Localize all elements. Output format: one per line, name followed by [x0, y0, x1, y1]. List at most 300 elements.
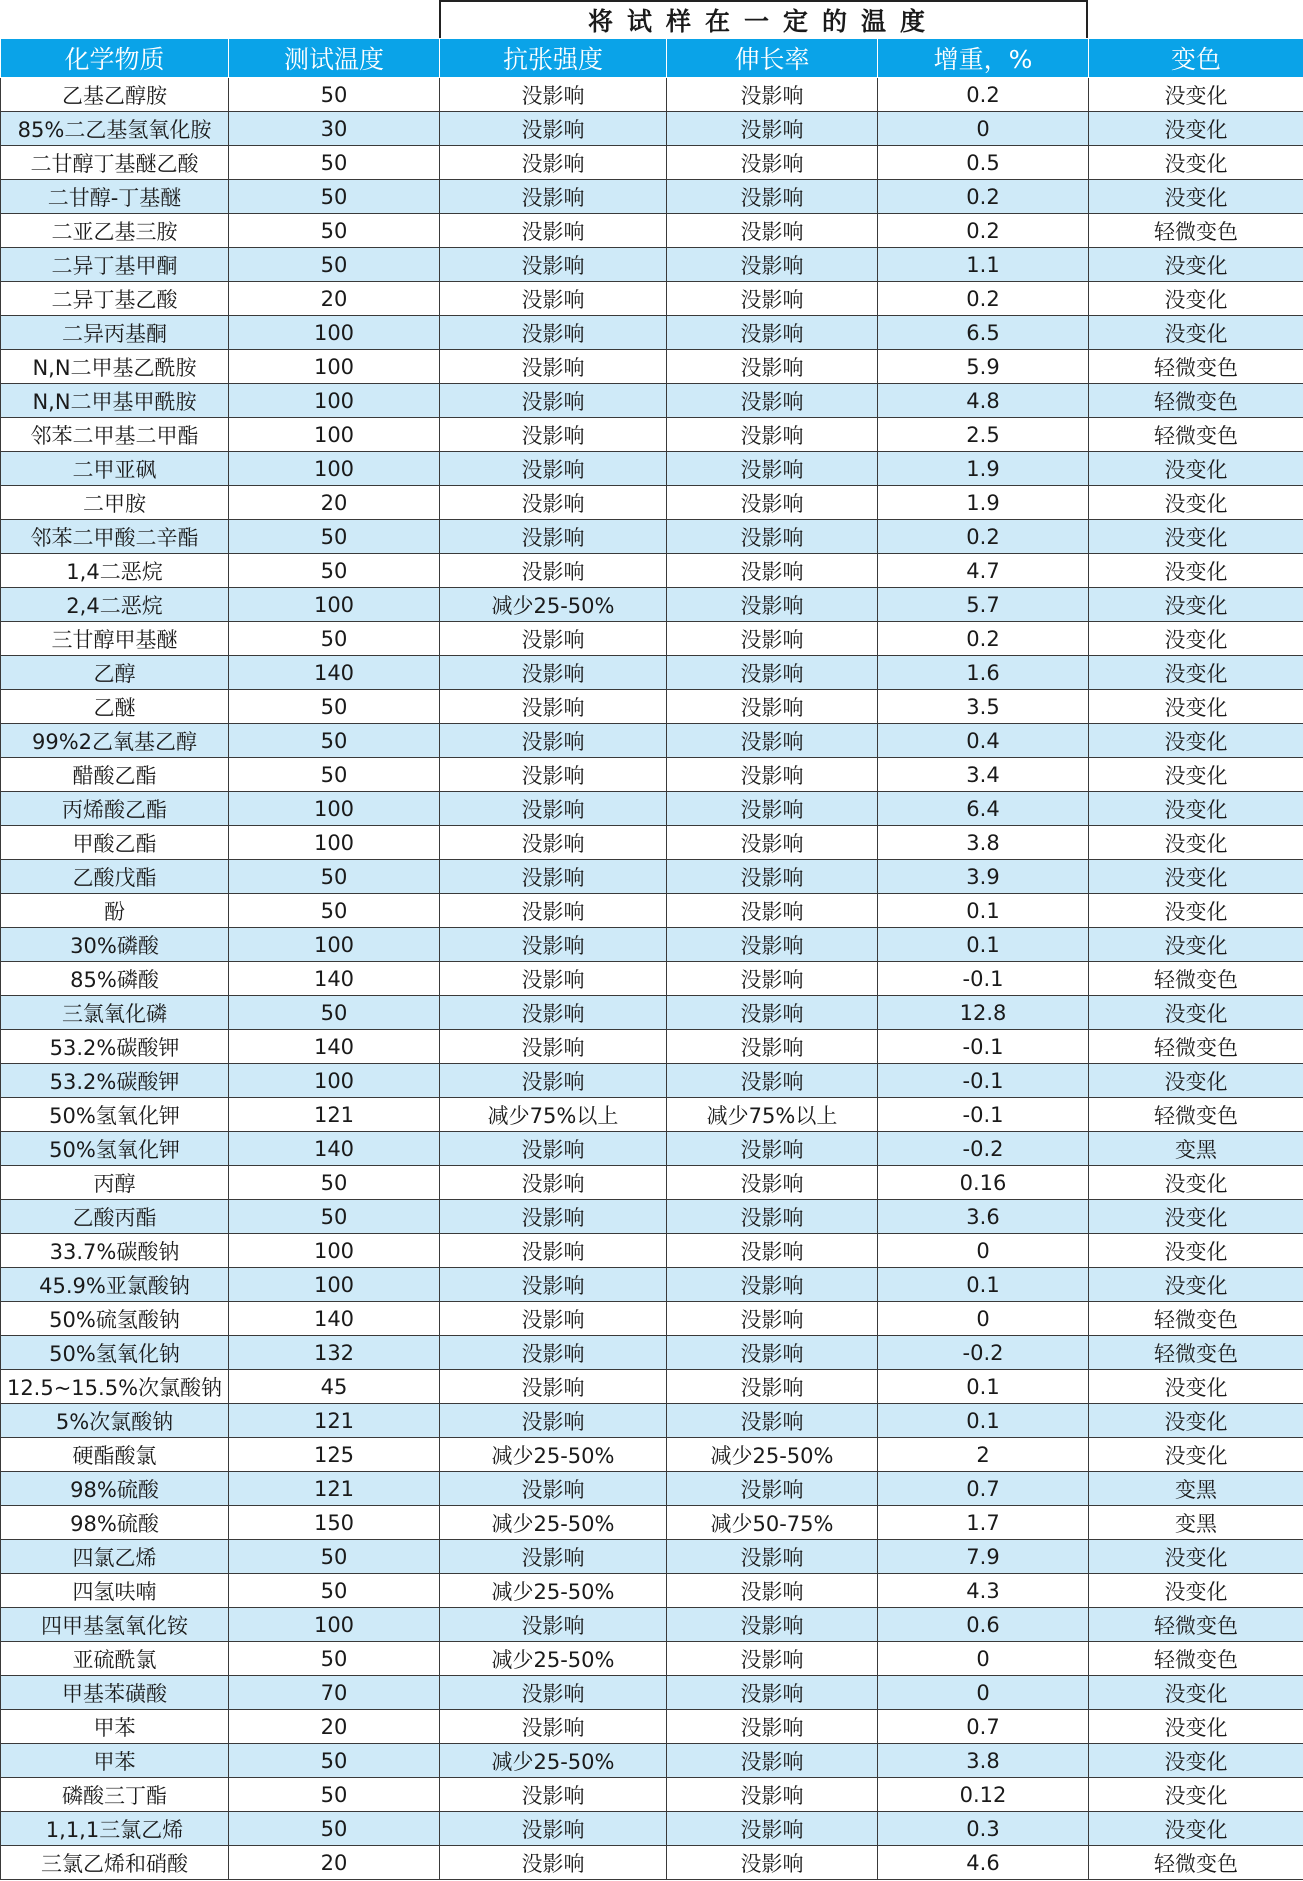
- header-chemical: 化学物质: [1, 39, 229, 78]
- cell-test-temperature: 121: [229, 1098, 440, 1132]
- table-row: [1, 452, 1303, 486]
- cell-discoloration: 轻微变色: [1089, 962, 1303, 996]
- cell-elongation: 减少25-50%: [667, 1438, 878, 1472]
- cell-chemical: 30%磷酸: [1, 928, 229, 962]
- cell-weight-gain: 0.5: [878, 146, 1089, 180]
- cell-chemical: N,N二甲基甲酰胺: [1, 384, 229, 418]
- cell-weight-gain: 3.9: [878, 860, 1089, 894]
- cell-weight-gain: 0.2: [878, 622, 1089, 656]
- cell-tensile-strength: 没影响: [440, 520, 667, 554]
- cell-tensile-strength: 没影响: [440, 180, 667, 214]
- header-elongation: 伸长率: [667, 39, 878, 78]
- table-row: [1, 962, 1303, 996]
- cell-weight-gain: 4.3: [878, 1574, 1089, 1608]
- cell-chemical: 邻苯二甲基二甲酯: [1, 418, 229, 452]
- cell-test-temperature: 121: [229, 1472, 440, 1506]
- table-row: [1, 1200, 1303, 1234]
- cell-weight-gain: -0.1: [878, 1064, 1089, 1098]
- cell-weight-gain: 2: [878, 1438, 1089, 1472]
- cell-discoloration: 没变化: [1089, 928, 1303, 962]
- cell-discoloration: 没变化: [1089, 1778, 1303, 1812]
- cell-tensile-strength: 减少25-50%: [440, 1744, 667, 1778]
- cell-tensile-strength: 没影响: [440, 724, 667, 758]
- cell-elongation: 没影响: [667, 826, 878, 860]
- cell-test-temperature: 50: [229, 622, 440, 656]
- cell-tensile-strength: 没影响: [440, 452, 667, 486]
- cell-weight-gain: 0.1: [878, 894, 1089, 928]
- cell-test-temperature: 100: [229, 350, 440, 384]
- cell-tensile-strength: 没影响: [440, 690, 667, 724]
- cell-test-temperature: 100: [229, 1608, 440, 1642]
- cell-test-temperature: 100: [229, 792, 440, 826]
- cell-test-temperature: 70: [229, 1676, 440, 1710]
- cell-chemical: 1,4二恶烷: [1, 554, 229, 588]
- table-row: [1, 656, 1303, 690]
- cell-tensile-strength: 没影响: [440, 248, 667, 282]
- table-row: [1, 894, 1303, 928]
- cell-weight-gain: 0: [878, 112, 1089, 146]
- cell-test-temperature: 50: [229, 690, 440, 724]
- table-title: 将试样在一定的温度: [439, 0, 1088, 38]
- cell-discoloration: 轻微变色: [1089, 1642, 1303, 1676]
- cell-chemical: 甲苯: [1, 1744, 229, 1778]
- cell-discoloration: 没变化: [1089, 996, 1303, 1030]
- cell-tensile-strength: 没影响: [440, 78, 667, 112]
- table-row: [1, 860, 1303, 894]
- cell-tensile-strength: 没影响: [440, 1404, 667, 1438]
- cell-chemical: 邻苯二甲酸二辛酯: [1, 520, 229, 554]
- cell-test-temperature: 50: [229, 724, 440, 758]
- cell-elongation: 没影响: [667, 1166, 878, 1200]
- cell-test-temperature: 140: [229, 1030, 440, 1064]
- cell-chemical: 乙醚: [1, 690, 229, 724]
- cell-weight-gain: 12.8: [878, 996, 1089, 1030]
- cell-chemical: 二异丁基甲酮: [1, 248, 229, 282]
- cell-elongation: 没影响: [667, 1200, 878, 1234]
- table-row: [1, 1676, 1303, 1710]
- cell-chemical: 45.9%亚氯酸钠: [1, 1268, 229, 1302]
- cell-chemical: 三氯乙烯和硝酸: [1, 1846, 229, 1880]
- cell-discoloration: 没变化: [1089, 78, 1303, 112]
- cell-weight-gain: -0.1: [878, 1030, 1089, 1064]
- cell-chemical: 85%二乙基氢氧化胺: [1, 112, 229, 146]
- cell-tensile-strength: 没影响: [440, 826, 667, 860]
- cell-elongation: 没影响: [667, 1404, 878, 1438]
- cell-discoloration: 没变化: [1089, 792, 1303, 826]
- cell-chemical: 甲酸乙酯: [1, 826, 229, 860]
- cell-elongation: 没影响: [667, 1676, 878, 1710]
- cell-tensile-strength: 减少25-50%: [440, 1438, 667, 1472]
- table-row: [1, 1132, 1303, 1166]
- cell-test-temperature: 50: [229, 1642, 440, 1676]
- cell-test-temperature: 50: [229, 1200, 440, 1234]
- cell-tensile-strength: 没影响: [440, 622, 667, 656]
- cell-chemical: 二亚乙基三胺: [1, 214, 229, 248]
- table-row: [1, 384, 1303, 418]
- cell-discoloration: 没变化: [1089, 724, 1303, 758]
- cell-tensile-strength: 没影响: [440, 656, 667, 690]
- cell-weight-gain: -0.1: [878, 1098, 1089, 1132]
- cell-test-temperature: 50: [229, 894, 440, 928]
- cell-discoloration: 轻微变色: [1089, 1336, 1303, 1370]
- cell-test-temperature: 50: [229, 1540, 440, 1574]
- header-discoloration: 变色: [1089, 39, 1303, 78]
- cell-test-temperature: 30: [229, 112, 440, 146]
- cell-chemical: 三氯氧化磷: [1, 996, 229, 1030]
- cell-test-temperature: 50: [229, 248, 440, 282]
- cell-elongation: 没影响: [667, 1574, 878, 1608]
- cell-elongation: 没影响: [667, 486, 878, 520]
- cell-weight-gain: 7.9: [878, 1540, 1089, 1574]
- cell-test-temperature: 140: [229, 1302, 440, 1336]
- cell-elongation: 没影响: [667, 1710, 878, 1744]
- table-row: [1, 1710, 1303, 1744]
- table-row: [1, 350, 1303, 384]
- cell-weight-gain: 0.2: [878, 78, 1089, 112]
- cell-discoloration: 轻微变色: [1089, 1846, 1303, 1880]
- cell-chemical: 二异丙基酮: [1, 316, 229, 350]
- table-row: [1, 1438, 1303, 1472]
- table-row: [1, 1336, 1303, 1370]
- cell-weight-gain: 1.9: [878, 452, 1089, 486]
- cell-chemical: 四甲基氢氧化铵: [1, 1608, 229, 1642]
- cell-elongation: 没影响: [667, 554, 878, 588]
- cell-tensile-strength: 没影响: [440, 350, 667, 384]
- table-body: [1, 78, 1303, 1880]
- cell-chemical: 醋酸乙酯: [1, 758, 229, 792]
- cell-discoloration: 没变化: [1089, 282, 1303, 316]
- cell-test-temperature: 121: [229, 1404, 440, 1438]
- table-row: [1, 146, 1303, 180]
- cell-discoloration: 没变化: [1089, 1404, 1303, 1438]
- table-row: [1, 1404, 1303, 1438]
- cell-elongation: 没影响: [667, 418, 878, 452]
- cell-chemical: 乙醇: [1, 656, 229, 690]
- cell-weight-gain: 0.2: [878, 520, 1089, 554]
- cell-tensile-strength: 没影响: [440, 146, 667, 180]
- cell-weight-gain: 4.8: [878, 384, 1089, 418]
- cell-tensile-strength: 没影响: [440, 1676, 667, 1710]
- cell-weight-gain: 0.1: [878, 1404, 1089, 1438]
- cell-tensile-strength: 减少25-50%: [440, 1642, 667, 1676]
- cell-weight-gain: 0.12: [878, 1778, 1089, 1812]
- cell-test-temperature: 50: [229, 758, 440, 792]
- cell-test-temperature: 100: [229, 452, 440, 486]
- cell-weight-gain: 0: [878, 1302, 1089, 1336]
- table-row: [1, 1744, 1303, 1778]
- cell-weight-gain: 0.3: [878, 1812, 1089, 1846]
- cell-chemical: 甲基苯磺酸: [1, 1676, 229, 1710]
- cell-tensile-strength: 没影响: [440, 962, 667, 996]
- table-row: [1, 724, 1303, 758]
- cell-tensile-strength: 没影响: [440, 860, 667, 894]
- cell-tensile-strength: 没影响: [440, 1608, 667, 1642]
- table-row: [1, 792, 1303, 826]
- cell-weight-gain: 3.5: [878, 690, 1089, 724]
- cell-tensile-strength: 没影响: [440, 1132, 667, 1166]
- table-header: [1, 39, 1303, 78]
- cell-weight-gain: 0.4: [878, 724, 1089, 758]
- cell-chemical: 99%2乙氧基乙醇: [1, 724, 229, 758]
- cell-test-temperature: 50: [229, 520, 440, 554]
- header-row: [1, 39, 1303, 78]
- cell-discoloration: 没变化: [1089, 554, 1303, 588]
- cell-tensile-strength: 没影响: [440, 1778, 667, 1812]
- cell-chemical: 二甲胺: [1, 486, 229, 520]
- cell-discoloration: 没变化: [1089, 894, 1303, 928]
- chemical-resistance-table-wrapper: [0, 38, 1303, 1880]
- cell-elongation: 减少50-75%: [667, 1506, 878, 1540]
- cell-test-temperature: 100: [229, 588, 440, 622]
- cell-weight-gain: 1.6: [878, 656, 1089, 690]
- cell-elongation: 没影响: [667, 384, 878, 418]
- cell-discoloration: 没变化: [1089, 1574, 1303, 1608]
- cell-test-temperature: 20: [229, 282, 440, 316]
- table-row: [1, 1642, 1303, 1676]
- cell-elongation: 没影响: [667, 282, 878, 316]
- cell-chemical: 85%磷酸: [1, 962, 229, 996]
- cell-chemical: 二甘醇丁基醚乙酸: [1, 146, 229, 180]
- cell-weight-gain: 0.16: [878, 1166, 1089, 1200]
- table-row: [1, 214, 1303, 248]
- cell-tensile-strength: 没影响: [440, 1166, 667, 1200]
- cell-test-temperature: 50: [229, 1574, 440, 1608]
- cell-weight-gain: 0.7: [878, 1472, 1089, 1506]
- cell-discoloration: 没变化: [1089, 656, 1303, 690]
- cell-chemical: 乙基乙醇胺: [1, 78, 229, 112]
- cell-tensile-strength: 没影响: [440, 758, 667, 792]
- cell-discoloration: 没变化: [1089, 1744, 1303, 1778]
- cell-test-temperature: 20: [229, 1846, 440, 1880]
- cell-discoloration: 轻微变色: [1089, 1608, 1303, 1642]
- cell-elongation: 没影响: [667, 1642, 878, 1676]
- cell-chemical: N,N二甲基乙酰胺: [1, 350, 229, 384]
- cell-elongation: 没影响: [667, 112, 878, 146]
- table-row: [1, 1472, 1303, 1506]
- cell-elongation: 没影响: [667, 724, 878, 758]
- cell-chemical: 二甲亚砜: [1, 452, 229, 486]
- cell-chemical: 50%氢氧化钾: [1, 1098, 229, 1132]
- cell-tensile-strength: 没影响: [440, 1472, 667, 1506]
- cell-tensile-strength: 没影响: [440, 1302, 667, 1336]
- table-row: [1, 1302, 1303, 1336]
- table-row: [1, 588, 1303, 622]
- cell-tensile-strength: 没影响: [440, 894, 667, 928]
- cell-weight-gain: 0: [878, 1234, 1089, 1268]
- cell-elongation: 没影响: [667, 520, 878, 554]
- table-row: [1, 418, 1303, 452]
- cell-discoloration: 没变化: [1089, 1064, 1303, 1098]
- cell-weight-gain: 3.6: [878, 1200, 1089, 1234]
- cell-tensile-strength: 没影响: [440, 792, 667, 826]
- cell-tensile-strength: 没影响: [440, 928, 667, 962]
- cell-tensile-strength: 没影响: [440, 1234, 667, 1268]
- table-row: [1, 554, 1303, 588]
- cell-elongation: 没影响: [667, 1336, 878, 1370]
- cell-elongation: 没影响: [667, 1030, 878, 1064]
- cell-weight-gain: 0.6: [878, 1608, 1089, 1642]
- cell-elongation: 没影响: [667, 1608, 878, 1642]
- cell-chemical: 53.2%碳酸钾: [1, 1030, 229, 1064]
- cell-chemical: 50%硫氢酸钠: [1, 1302, 229, 1336]
- chemical-resistance-table: [0, 38, 1303, 1880]
- cell-elongation: 没影响: [667, 1268, 878, 1302]
- cell-tensile-strength: 没影响: [440, 384, 667, 418]
- table-row: [1, 520, 1303, 554]
- table-row: [1, 758, 1303, 792]
- cell-chemical: 甲苯: [1, 1710, 229, 1744]
- cell-weight-gain: 0.2: [878, 180, 1089, 214]
- cell-tensile-strength: 没影响: [440, 282, 667, 316]
- cell-test-temperature: 50: [229, 78, 440, 112]
- cell-chemical: 1,1,1三氯乙烯: [1, 1812, 229, 1846]
- header-weight-gain: 增重，%: [878, 39, 1089, 78]
- cell-weight-gain: 3.4: [878, 758, 1089, 792]
- cell-elongation: 没影响: [667, 1370, 878, 1404]
- cell-discoloration: 没变化: [1089, 1166, 1303, 1200]
- cell-discoloration: 没变化: [1089, 690, 1303, 724]
- table-row: [1, 1268, 1303, 1302]
- cell-test-temperature: 50: [229, 996, 440, 1030]
- cell-elongation: 没影响: [667, 1744, 878, 1778]
- cell-weight-gain: 1.1: [878, 248, 1089, 282]
- cell-chemical: 硬酯酸氯: [1, 1438, 229, 1472]
- cell-test-temperature: 50: [229, 214, 440, 248]
- cell-test-temperature: 50: [229, 1744, 440, 1778]
- cell-chemical: 53.2%碳酸钾: [1, 1064, 229, 1098]
- cell-weight-gain: 0.1: [878, 1370, 1089, 1404]
- cell-elongation: 没影响: [667, 248, 878, 282]
- cell-test-temperature: 150: [229, 1506, 440, 1540]
- cell-elongation: 没影响: [667, 1472, 878, 1506]
- cell-tensile-strength: 没影响: [440, 112, 667, 146]
- cell-elongation: 没影响: [667, 452, 878, 486]
- cell-elongation: 没影响: [667, 1064, 878, 1098]
- cell-test-temperature: 140: [229, 962, 440, 996]
- cell-weight-gain: 5.9: [878, 350, 1089, 384]
- cell-discoloration: 没变化: [1089, 112, 1303, 146]
- cell-discoloration: 变黑: [1089, 1506, 1303, 1540]
- cell-tensile-strength: 减少25-50%: [440, 588, 667, 622]
- cell-weight-gain: 4.7: [878, 554, 1089, 588]
- cell-elongation: 没影响: [667, 180, 878, 214]
- cell-discoloration: 变黑: [1089, 1472, 1303, 1506]
- cell-test-temperature: 100: [229, 1268, 440, 1302]
- cell-chemical: 亚硫酰氯: [1, 1642, 229, 1676]
- cell-discoloration: 轻微变色: [1089, 350, 1303, 384]
- cell-tensile-strength: 减少25-50%: [440, 1506, 667, 1540]
- cell-tensile-strength: 没影响: [440, 1370, 667, 1404]
- cell-discoloration: 没变化: [1089, 1268, 1303, 1302]
- cell-chemical: 四氯乙烯: [1, 1540, 229, 1574]
- cell-tensile-strength: 没影响: [440, 996, 667, 1030]
- table-row: [1, 1846, 1303, 1880]
- cell-discoloration: 轻微变色: [1089, 384, 1303, 418]
- cell-chemical: 二甘醇-丁基醚: [1, 180, 229, 214]
- cell-chemical: 50%氢氧化钠: [1, 1336, 229, 1370]
- table-row: [1, 78, 1303, 112]
- cell-chemical: 98%硫酸: [1, 1506, 229, 1540]
- cell-elongation: 没影响: [667, 1846, 878, 1880]
- cell-tensile-strength: 没影响: [440, 418, 667, 452]
- cell-elongation: 没影响: [667, 622, 878, 656]
- table-row: [1, 486, 1303, 520]
- cell-test-temperature: 20: [229, 486, 440, 520]
- cell-elongation: 没影响: [667, 860, 878, 894]
- cell-tensile-strength: 没影响: [440, 1336, 667, 1370]
- cell-elongation: 没影响: [667, 758, 878, 792]
- cell-elongation: 没影响: [667, 690, 878, 724]
- cell-test-temperature: 140: [229, 656, 440, 690]
- header-test-temperature: 测试温度: [229, 39, 440, 78]
- cell-tensile-strength: 没影响: [440, 1064, 667, 1098]
- cell-test-temperature: 100: [229, 1064, 440, 1098]
- cell-weight-gain: 0.1: [878, 928, 1089, 962]
- cell-discoloration: 没变化: [1089, 1234, 1303, 1268]
- cell-tensile-strength: 没影响: [440, 554, 667, 588]
- cell-discoloration: 没变化: [1089, 1676, 1303, 1710]
- cell-discoloration: 没变化: [1089, 1812, 1303, 1846]
- cell-chemical: 丙烯酸乙酯: [1, 792, 229, 826]
- table-row: [1, 1064, 1303, 1098]
- cell-weight-gain: 0: [878, 1642, 1089, 1676]
- cell-elongation: 减少75%以上: [667, 1098, 878, 1132]
- table-row: [1, 1234, 1303, 1268]
- cell-discoloration: 没变化: [1089, 248, 1303, 282]
- cell-test-temperature: 20: [229, 1710, 440, 1744]
- cell-discoloration: 没变化: [1089, 180, 1303, 214]
- cell-discoloration: 没变化: [1089, 622, 1303, 656]
- cell-discoloration: 没变化: [1089, 860, 1303, 894]
- table-row: [1, 1540, 1303, 1574]
- cell-chemical: 磷酸三丁酯: [1, 1778, 229, 1812]
- cell-tensile-strength: 减少25-50%: [440, 1574, 667, 1608]
- cell-test-temperature: 50: [229, 1166, 440, 1200]
- cell-test-temperature: 50: [229, 180, 440, 214]
- cell-test-temperature: 50: [229, 146, 440, 180]
- cell-elongation: 没影响: [667, 996, 878, 1030]
- cell-chemical: 乙酸戊酯: [1, 860, 229, 894]
- cell-chemical: 98%硫酸: [1, 1472, 229, 1506]
- cell-chemical: 丙醇: [1, 1166, 229, 1200]
- cell-weight-gain: -0.1: [878, 962, 1089, 996]
- table-row: [1, 282, 1303, 316]
- cell-elongation: 没影响: [667, 894, 878, 928]
- cell-elongation: 没影响: [667, 962, 878, 996]
- cell-discoloration: 没变化: [1089, 452, 1303, 486]
- cell-elongation: 没影响: [667, 214, 878, 248]
- table-row: [1, 928, 1303, 962]
- cell-test-temperature: 50: [229, 1778, 440, 1812]
- cell-discoloration: 没变化: [1089, 316, 1303, 350]
- table-row: [1, 996, 1303, 1030]
- cell-tensile-strength: 没影响: [440, 1846, 667, 1880]
- cell-weight-gain: 6.5: [878, 316, 1089, 350]
- table-row: [1, 1098, 1303, 1132]
- cell-test-temperature: 100: [229, 418, 440, 452]
- cell-weight-gain: 5.7: [878, 588, 1089, 622]
- cell-tensile-strength: 没影响: [440, 1030, 667, 1064]
- cell-elongation: 没影响: [667, 1234, 878, 1268]
- cell-discoloration: 轻微变色: [1089, 1302, 1303, 1336]
- cell-elongation: 没影响: [667, 146, 878, 180]
- cell-test-temperature: 45: [229, 1370, 440, 1404]
- table-row: [1, 316, 1303, 350]
- cell-elongation: 没影响: [667, 1540, 878, 1574]
- cell-test-temperature: 50: [229, 1812, 440, 1846]
- table-row: [1, 622, 1303, 656]
- cell-weight-gain: -0.2: [878, 1132, 1089, 1166]
